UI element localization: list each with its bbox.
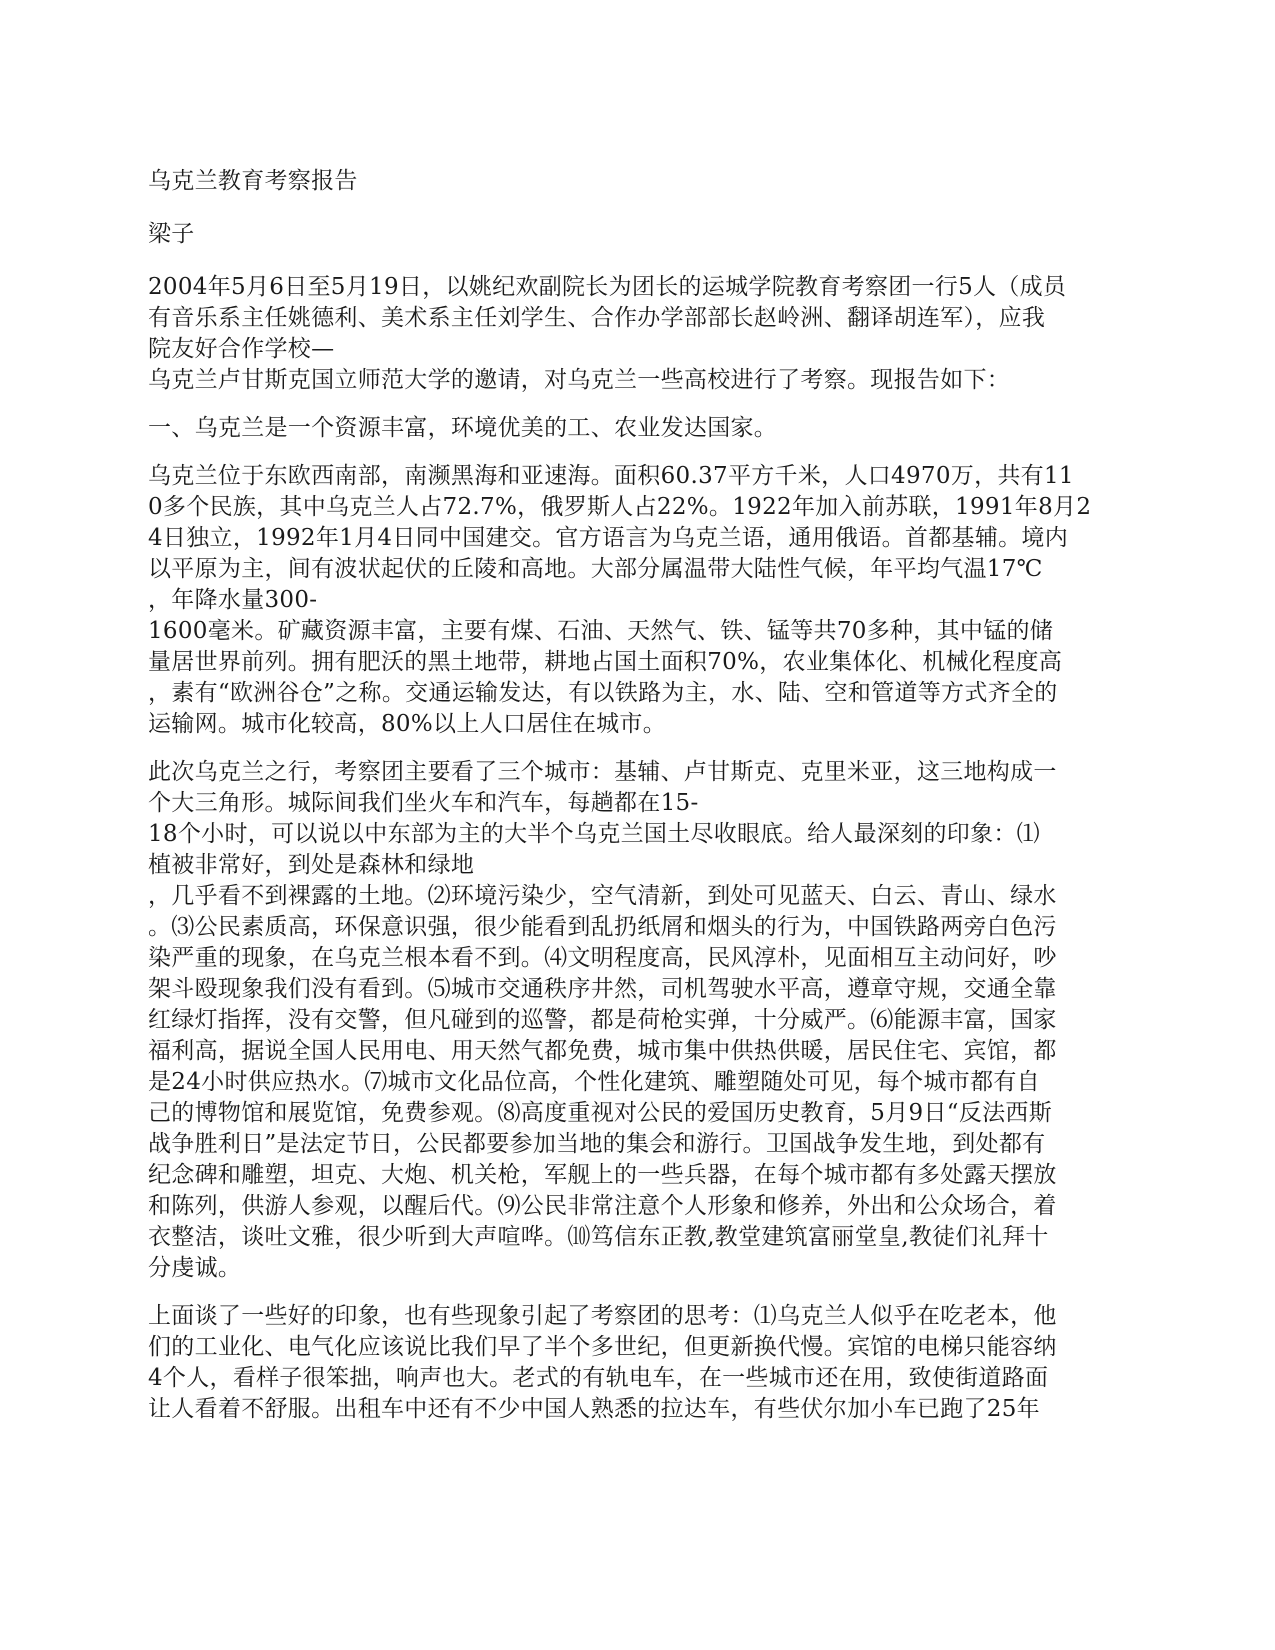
paragraph-line: 是24小时供应热水。⑺城市文化品位高，个性化建筑、雕塑随处可见，每个城市都有自 [148, 1069, 1040, 1095]
paragraph-line: ，几乎看不到裸露的土地。⑵环境污染少，空气清新，到处可见蓝天、白云、青山、绿水 [148, 883, 1057, 909]
paragraph-line: 们的工业化、电气化应该说比我们早了半个多世纪，但更新换代慢。宾馆的电梯只能容纳 [148, 1334, 1057, 1360]
paragraph-line: 乌克兰位于东欧西南部，南濒黑海和亚速海。面积60.37平方千米，人口4970万，共有11 [148, 463, 1074, 489]
paragraph-line: 染严重的现象，在乌克兰根本看不到。⑷文明程度高，民风淳朴，见面相互主动问好，吵 [148, 945, 1057, 971]
paragraph-line: 2004年5月6日至5月19日，以姚纪欢副院长为团长的运城学院教育考察团一行5人（成员 [148, 274, 1067, 300]
paragraph-line: 让人看着不舒服。出租车中还有不少中国人熟悉的拉达车，有些伏尔加小车已跑了25年 [148, 1396, 1040, 1422]
paragraph-line: 战争胜利日”是法定节日，公民都要参加当地的集会和游行。卫国战争发生地，到处都有 [148, 1131, 1046, 1157]
paragraph-line: 此次乌克兰之行，考察团主要看了三个城市：基辅、卢甘斯克、克里米亚，这三地构成一 [148, 759, 1057, 785]
paragraph-line: ，素有“欧洲谷仓”之称。交通运输发达，有以铁路为主，水、陆、空和管道等方式齐全的 [148, 680, 1058, 706]
paragraph-line: 和陈列，供游人参观，以醒后代。⑼公民非常注意个人形象和修养，外出和公众场合，着 [148, 1193, 1057, 1219]
paragraph-line: ，年降水量300- [148, 587, 318, 613]
paragraph-line: 以平原为主，间有波状起伏的丘陵和高地。大部分属温带大陆性气候，年平均气温17℃ [148, 556, 1043, 582]
paragraph-line: 1600毫米。矿藏资源丰富，主要有煤、石油、天然气、铁、锰等共70多种，其中锰的储 [148, 618, 1054, 644]
paragraph-line: 架斗殴现象我们没有看到。⑸城市交通秩序井然，司机驾驶水平高，遵章守规，交通全靠 [148, 976, 1057, 1002]
paragraph [148, 1301, 1128, 1425]
paragraph-line: 红绿灯指挥，没有交警，但凡碰到的巡警，都是荷枪实弹，十分威严。⑹能源丰富，国家 [148, 1007, 1057, 1033]
paragraph-line: 0多个民族，其中乌克兰人占72.7%，俄罗斯人占22%。1922年加入前苏联，1991年8月2 [148, 494, 1092, 520]
paragraph-line: 院友好合作学校— [148, 336, 335, 362]
document-title: 乌克兰教育考察报告 [148, 168, 358, 194]
paragraph-line: 纪念碑和雕塑，坦克、大炮、机关枪，军舰上的一些兵器，在每个城市都有多处露天摆放 [148, 1162, 1057, 1188]
paragraph-line: 4日独立，1992年1月4日同中国建交。官方语言为乌克兰语，通用俄语。首都基辅。境内 [148, 525, 1069, 551]
paragraph [148, 272, 1128, 396]
paragraph-line: 一、乌克兰是一个资源丰富，环境优美的工、农业发达国家。 [148, 415, 778, 441]
paragraph-line: 乌克兰卢甘斯克国立师范大学的邀请，对乌克兰一些高校进行了考察。现报告如下： [148, 367, 1011, 393]
paragraph-line: 福利高，据说全国人民用电、用天然气都免费，城市集中供热供暖，居民住宅、宾馆，都 [148, 1038, 1057, 1064]
document-page [148, 166, 1128, 1442]
paragraph-line: 量居世界前列。拥有肥沃的黑土地带，耕地占国土面积70%，农业集体化、机械化程度高 [148, 649, 1063, 675]
paragraph-line: 有音乐系主任姚德利、美术系主任刘学生、合作办学部部长赵岭洲、翻译胡连军），应我 [148, 305, 1046, 331]
paragraph [148, 757, 1128, 1284]
document-author: 梁子 [148, 221, 195, 247]
paragraph-line: 4个人，看样子很笨拙，响声也大。老式的有轨电车，在一些城市还在用，致使街道路面 [148, 1365, 1049, 1391]
paragraph-line: 上面谈了一些好的印象，也有些现象引起了考察团的思考：⑴乌克兰人似乎在吃老本，他 [148, 1303, 1057, 1329]
document-author-block [148, 219, 1128, 250]
paragraph-line: 运输网。城市化较高，80%以上人口居住在城市。 [148, 711, 667, 737]
document-title-block [148, 166, 1128, 197]
paragraph-line: 衣整洁，谈吐文雅，很少听到大声喧哗。⑽笃信东正教,教堂建筑富丽堂皇,教徒们礼拜十 [148, 1224, 1049, 1250]
paragraph-line: 己的博物馆和展览馆，免费参观。⑻高度重视对公民的爱国历史教育，5月9日“反法西斯 [148, 1100, 1053, 1126]
document-body [148, 272, 1128, 1425]
paragraph [148, 461, 1128, 740]
paragraph-line: 分虔诚。 [148, 1255, 242, 1281]
paragraph-line: 植被非常好，到处是森林和绿地 [148, 852, 475, 878]
paragraph-line: 个大三角形。城际间我们坐火车和汽车，每趟都在15- [148, 790, 699, 816]
paragraph-line: 。⑶公民素质高，环保意识强，很少能看到乱扔纸屑和烟头的行为，中国铁路两旁白色污 [148, 914, 1057, 940]
paragraph-line: 18个小时，可以说以中东部为主的大半个乌克兰国土尽收眼底。给人最深刻的印象：⑴ [148, 821, 1040, 847]
paragraph [148, 413, 1128, 444]
